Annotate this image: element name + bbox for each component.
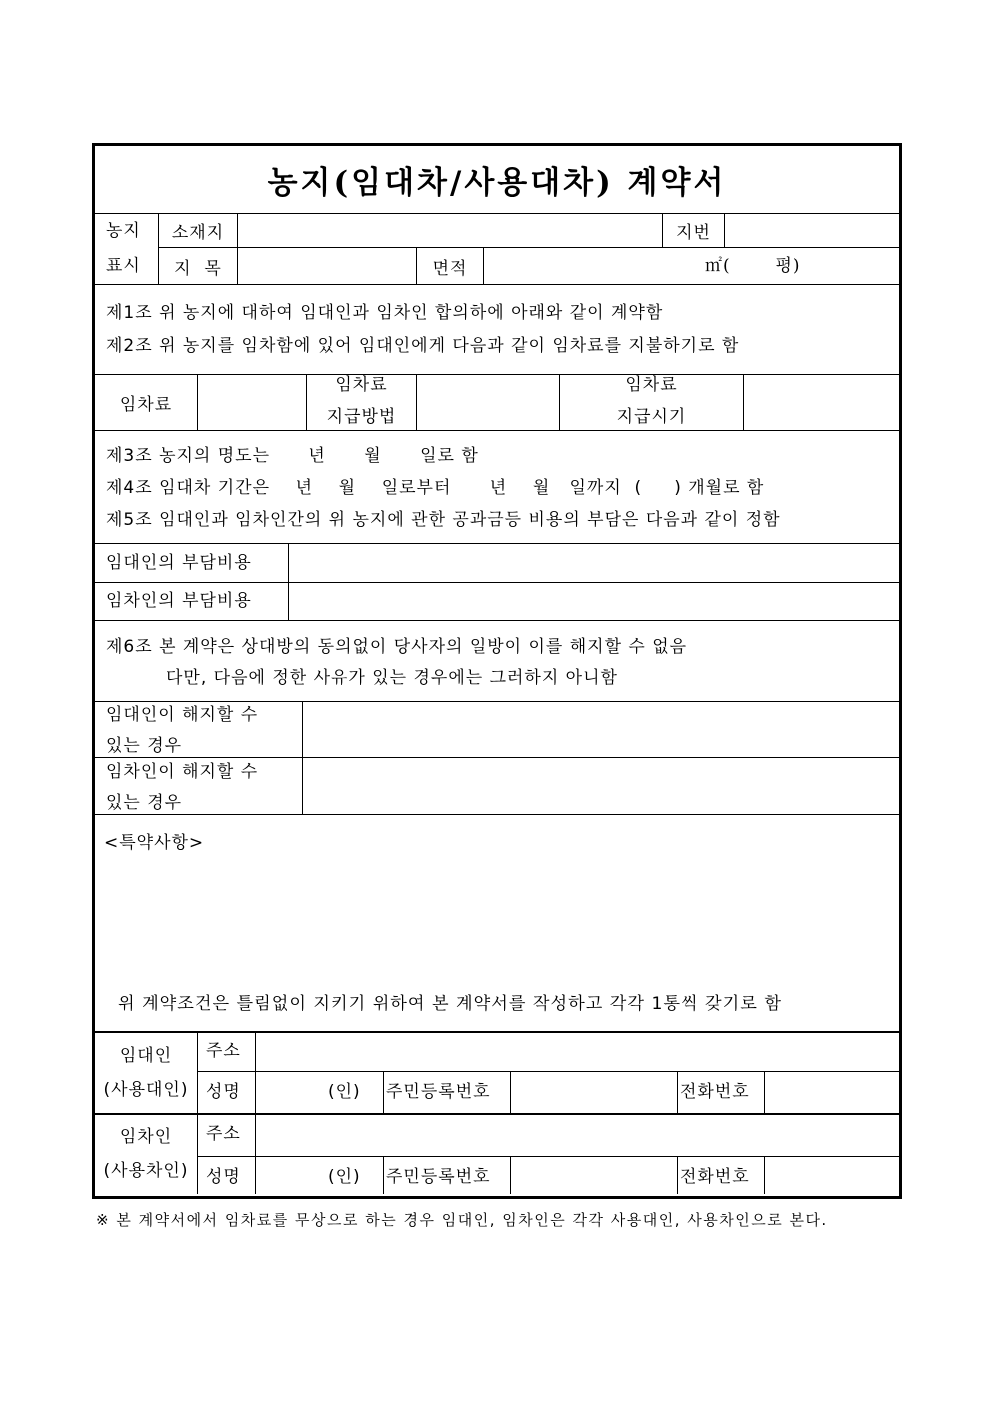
article-2: 제2조 위 농지를 임차함에 있어 임대인에게 다음과 같이 임차료를 지불하기로 함 — [106, 336, 740, 356]
lessee-cost-field[interactable] — [289, 583, 899, 620]
lessor-termination-label-2: 있는 경우 — [106, 736, 183, 756]
lessor-alt-label: (사용대인) — [103, 1079, 189, 1100]
divider — [677, 1071, 678, 1113]
divider — [197, 1031, 198, 1194]
lot-number-field[interactable] — [725, 214, 899, 247]
lessee-name-field[interactable] — [256, 1157, 326, 1194]
lessor-resident-no-field[interactable] — [511, 1072, 677, 1113]
lessor-resident-no-label: 주민등록번호 — [386, 1082, 491, 1102]
divider — [94, 284, 899, 285]
lessee-alt-label: (사용차인) — [103, 1161, 189, 1181]
lessee-cost-label: 임차인의 부담비용 — [106, 591, 252, 611]
article-5: 제5조 임대인과 임차인간의 위 농지에 관한 공과금등 비용의 부담은 다음과 같이 정함 — [106, 510, 781, 530]
lessor-phone-field[interactable] — [765, 1072, 899, 1113]
rent-amount-field[interactable] — [198, 375, 306, 430]
payment-time-label-line1: 임차료 — [625, 375, 678, 395]
divider — [94, 814, 899, 815]
document-title: 농지(임대차/사용대차) 계약서 — [267, 164, 727, 201]
special-terms-field[interactable] — [95, 860, 899, 980]
lessor-label: 임대인 — [119, 1045, 173, 1066]
lessee-termination-label-2: 있는 경우 — [106, 793, 183, 813]
lessee-resident-no-label: 주민등록번호 — [386, 1167, 491, 1187]
special-terms-label: <특약사항> — [104, 833, 205, 853]
divider — [677, 1156, 678, 1194]
lessor-phone-label: 전화번호 — [680, 1082, 750, 1102]
area-unit[interactable]: ㎡( 평) — [705, 256, 801, 276]
lessee-address-field[interactable] — [256, 1115, 899, 1156]
divider — [94, 620, 899, 621]
payment-time-field[interactable] — [744, 375, 899, 430]
lessor-party-label — [95, 1032, 197, 1113]
land-category-field[interactable] — [238, 248, 416, 284]
lessee-address-label: 주소 — [206, 1124, 241, 1144]
lessee-party-label — [95, 1114, 197, 1194]
closing-statement: 위 계약조건은 틀림없이 지키기 위하여 본 계약서를 작성하고 각각 1통씩 갖기로 함 — [118, 994, 782, 1014]
lessee-termination-label: 임차인이 해지할 수 — [106, 762, 259, 782]
lessor-cost-field[interactable] — [289, 544, 899, 582]
lessee-seal[interactable]: (인) — [328, 1167, 361, 1187]
lessor-name-label: 성명 — [206, 1082, 241, 1102]
divider — [483, 247, 484, 284]
lessee-resident-no-field[interactable] — [511, 1157, 677, 1194]
lessor-cost-label: 임대인의 부담비용 — [106, 553, 252, 573]
lessee-phone-label: 전화번호 — [680, 1167, 750, 1187]
article-6-proviso: 다만, 다음에 정한 사유가 있는 경우에는 그러하지 아니함 — [166, 668, 618, 688]
rent-label: 임차료 — [119, 395, 173, 415]
article-1: 제1조 위 농지에 대하여 임대인과 임차인 합의하에 아래와 같이 계약함 — [106, 303, 664, 323]
lessee-termination-field[interactable] — [303, 758, 899, 814]
payment-method-label-line2: 지급방법 — [326, 407, 397, 427]
lessor-termination-field[interactable] — [303, 702, 899, 757]
farmland-group-label: 표시 — [106, 256, 141, 276]
lessor-seal[interactable]: (인) — [328, 1082, 361, 1102]
lessee-label: 임차인 — [119, 1127, 173, 1147]
lessor-address-field[interactable] — [256, 1032, 899, 1071]
article-3: 제3조 농지의 명도는 년 월 일로 함 — [106, 446, 479, 466]
footnote: ※ 본 계약서에서 임차료를 무상으로 하는 경우 임대인, 임차인은 각각 사용대인, 사용차인으로 본다. — [96, 1211, 828, 1229]
land-category-label: 지 목 — [174, 258, 222, 279]
lessor-termination-label: 임대인이 해지할 수 — [106, 705, 259, 725]
divider — [383, 1071, 384, 1113]
payment-time-label-line2: 지급시기 — [616, 407, 687, 427]
article-4: 제4조 임대차 기간은 년 월 일로부터 년 월 일까지 ( ) 개월로 함 — [106, 478, 765, 498]
payment-method-label — [307, 370, 416, 432]
location-label: 소재지 — [171, 223, 225, 243]
payment-method-label-line1: 임차료 — [335, 375, 388, 395]
area-label: 면적 — [432, 258, 468, 279]
farmland-group-label: 농지 — [106, 221, 141, 241]
location-field[interactable] — [238, 214, 662, 247]
divider — [94, 430, 899, 431]
divider — [383, 1156, 384, 1194]
lessee-phone-field[interactable] — [765, 1157, 899, 1194]
payment-time-label — [560, 370, 743, 432]
lessee-name-label: 성명 — [206, 1167, 241, 1187]
lessor-name-field[interactable] — [256, 1072, 326, 1113]
article-6: 제6조 본 계약은 상대방의 동의없이 당사자의 일방이 이를 해지할 수 없음 — [106, 637, 688, 657]
lessor-address-label: 주소 — [206, 1041, 241, 1061]
payment-method-field[interactable] — [417, 375, 559, 430]
lot-number-label: 지번 — [676, 223, 711, 243]
